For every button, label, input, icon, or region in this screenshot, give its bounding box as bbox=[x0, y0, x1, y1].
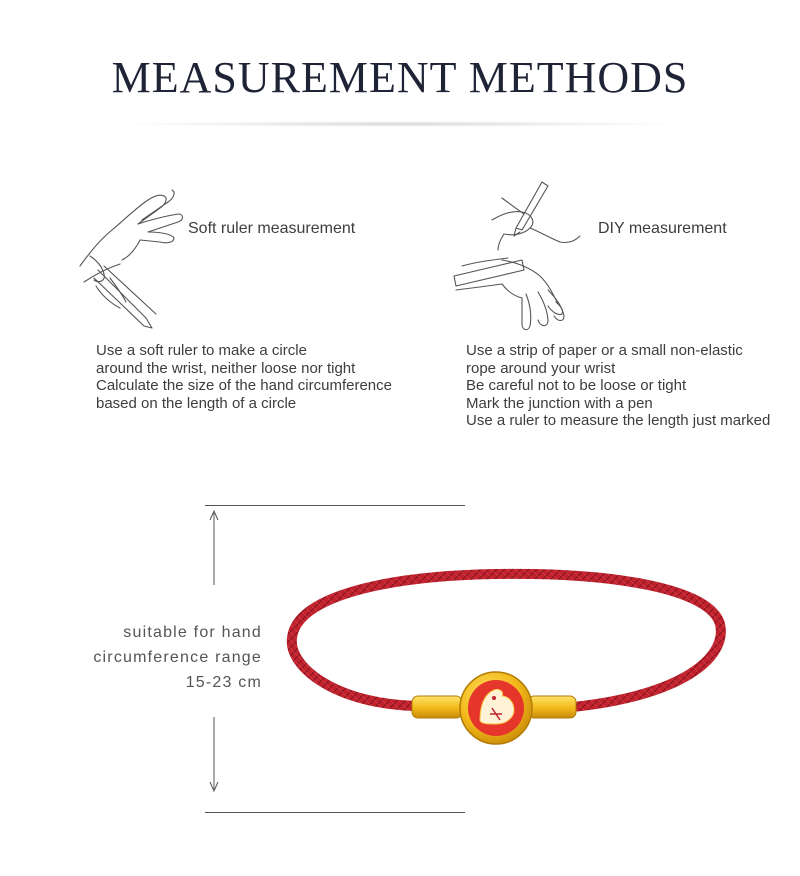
soft-ruler-method-label: Soft ruler measurement bbox=[188, 220, 356, 237]
diy-method-label: DIY measurement bbox=[598, 220, 727, 237]
size-range-line: 15-23 cm bbox=[185, 674, 262, 691]
instruction-line: rope around your wrist bbox=[466, 359, 616, 377]
title-divider bbox=[120, 121, 680, 127]
instruction-line: Be careful not to be loose or tight bbox=[466, 377, 687, 394]
page-title: MEASUREMENT METHODS bbox=[111, 53, 689, 102]
diy-hand-pen-illustration bbox=[452, 180, 592, 336]
size-range-line: circumference range bbox=[93, 649, 262, 666]
instruction-line: Use a ruler to measure the length just marked bbox=[466, 412, 771, 429]
top-size-line bbox=[205, 505, 465, 506]
instruction-line: Use a strip of paper or a small non-elastic bbox=[466, 342, 743, 359]
bottom-size-line bbox=[205, 812, 465, 813]
up-arrow-icon bbox=[208, 510, 220, 586]
size-range-line: suitable for hand bbox=[123, 624, 262, 641]
diy-instructions bbox=[466, 342, 770, 430]
soft-ruler-hand-illustration bbox=[76, 186, 186, 334]
down-arrow-icon bbox=[208, 716, 220, 792]
instruction-line: Calculate the size of the hand circumference bbox=[96, 377, 392, 394]
instruction-line: Mark the junction with a pen bbox=[466, 394, 653, 412]
instruction-line: around the wrist, neither loose nor tight bbox=[96, 359, 356, 377]
instruction-line: based on the length of a circle bbox=[96, 394, 297, 412]
red-braided-bracelet-image bbox=[280, 558, 740, 748]
soft-ruler-instructions bbox=[96, 342, 392, 412]
size-range-text bbox=[93, 620, 262, 695]
instruction-line: Use a soft ruler to make a circle bbox=[96, 342, 307, 359]
